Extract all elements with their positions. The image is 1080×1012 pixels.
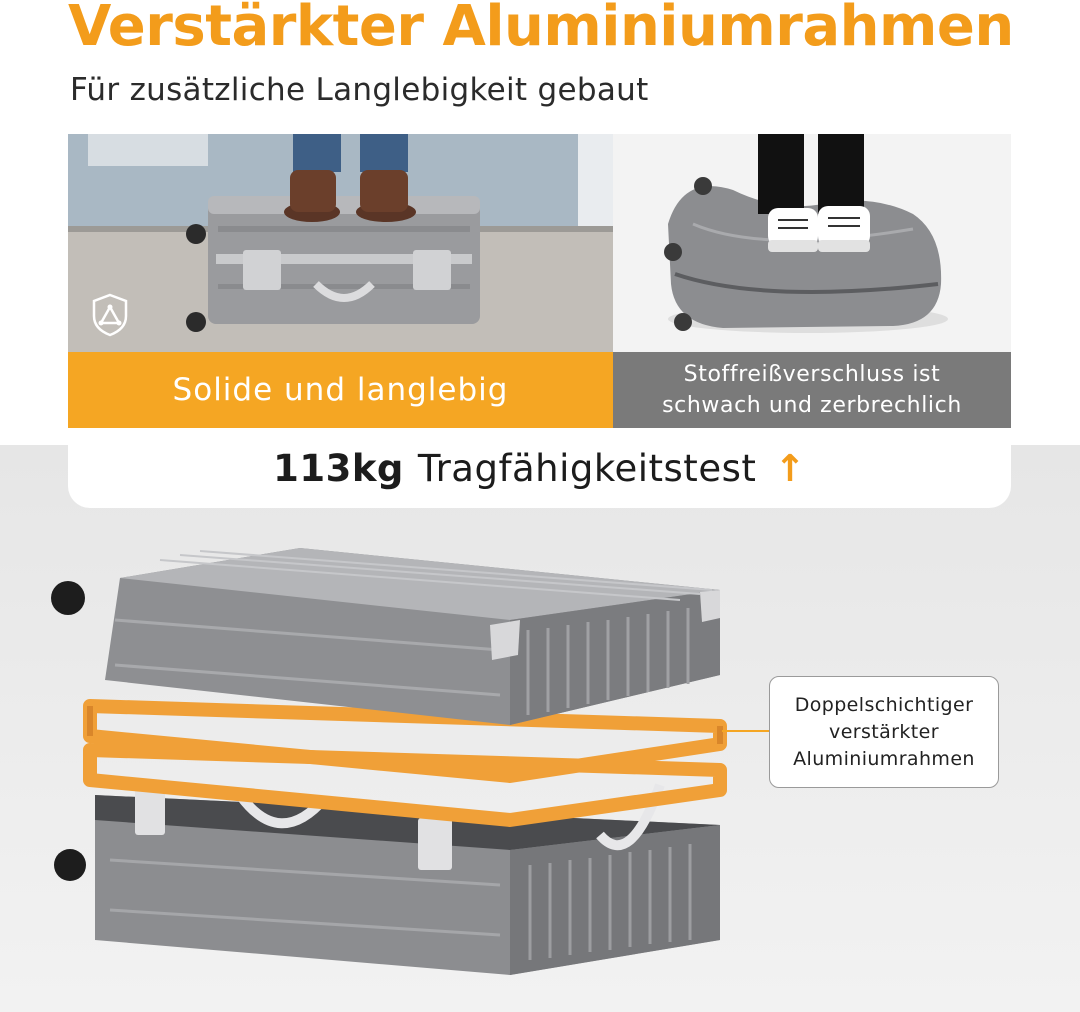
- label-solid-durable: [68, 352, 613, 428]
- arrow-up-icon: ↑: [774, 446, 806, 490]
- frame-callout-line3: Aluminiumrahmen: [793, 747, 975, 770]
- photo-solid-suitcase: [68, 134, 613, 352]
- load-test-banner: [68, 428, 1011, 508]
- headline: Verstärkter Aluminiumrahmen: [68, 0, 1014, 59]
- label-fabric-weak-line2: schwach und zerbrechlich: [662, 393, 962, 418]
- label-fabric-weak-line1: Stoffreißverschluss ist: [683, 362, 941, 387]
- label-fabric-weak: [613, 352, 1011, 428]
- callout-connector: [722, 730, 770, 732]
- subheadline: Für zusätzliche Langlebigkeit gebaut: [70, 72, 649, 108]
- shield-triangle-icon: [90, 292, 130, 338]
- frame-callout-line1: Doppelschichtiger: [794, 693, 974, 716]
- crushed-suitcase-illustration: [613, 134, 1011, 352]
- load-test-weight: 113kg: [273, 446, 404, 490]
- frame-callout: [769, 676, 999, 788]
- photo-crushed-suitcase: [613, 134, 1011, 352]
- exploded-suitcase-illustration: [40, 530, 760, 1000]
- label-solid-durable-text: Solide und langlebig: [172, 372, 509, 408]
- load-test-text: Tragfähigkeitstest: [417, 446, 757, 490]
- frame-callout-line2: verstärkter: [829, 720, 939, 743]
- upper-shell: [51, 548, 720, 725]
- solid-suitcase-illustration: [68, 134, 613, 352]
